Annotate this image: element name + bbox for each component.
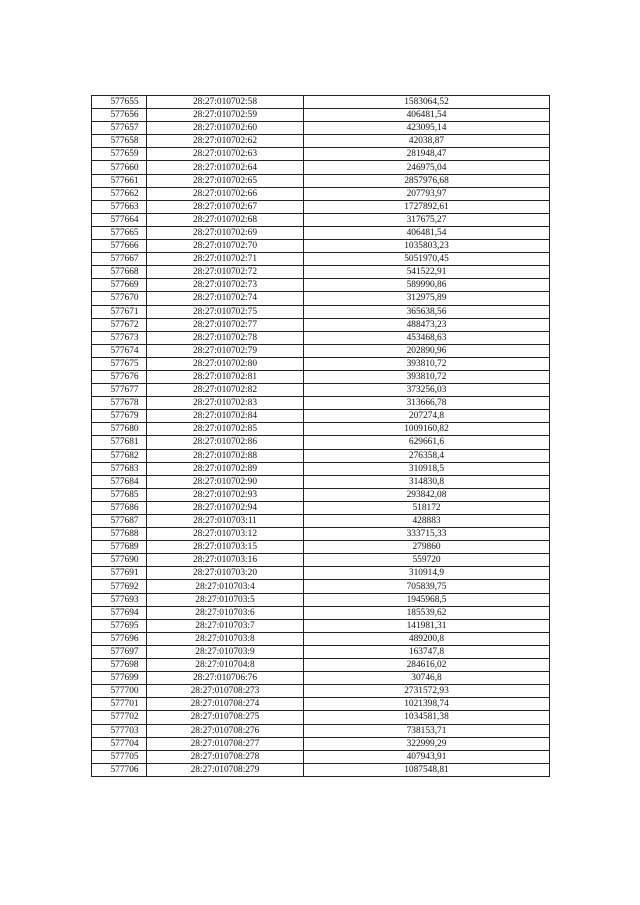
value-cell: 1021398,74	[304, 698, 550, 711]
row-number-cell: 577698	[92, 659, 147, 672]
table-row	[92, 580, 550, 593]
cadastral-number-cell: 28:27:010708:274	[147, 698, 304, 711]
value-cell: 1945968,5	[304, 593, 550, 606]
value-cell: 246975,04	[304, 161, 550, 174]
value-cell: 518172	[304, 501, 550, 514]
table-row	[92, 318, 550, 331]
value-cell: 589990,86	[304, 279, 550, 292]
table-row	[92, 763, 550, 776]
row-number-cell: 577671	[92, 305, 147, 318]
row-number-cell: 577685	[92, 488, 147, 501]
row-number-cell: 577703	[92, 724, 147, 737]
table-row	[92, 593, 550, 606]
row-number-cell: 577687	[92, 515, 147, 528]
value-cell: 406481,54	[304, 109, 550, 122]
table-row	[92, 226, 550, 239]
value-cell: 1009160,82	[304, 423, 550, 436]
value-cell: 322999,29	[304, 737, 550, 750]
table-row	[92, 711, 550, 724]
value-cell: 185539,62	[304, 606, 550, 619]
row-number-cell: 577659	[92, 148, 147, 161]
table-row	[92, 606, 550, 619]
cadastral-number-cell: 28:27:010702:83	[147, 397, 304, 410]
value-cell: 393810,72	[304, 357, 550, 370]
table-row	[92, 632, 550, 645]
cadastral-number-cell: 28:27:010704:8	[147, 659, 304, 672]
value-cell: 279860	[304, 541, 550, 554]
table-row	[92, 331, 550, 344]
cadastral-number-cell: 28:27:010702:90	[147, 475, 304, 488]
table-row	[92, 397, 550, 410]
row-number-cell: 577667	[92, 253, 147, 266]
value-cell: 317675,27	[304, 213, 550, 226]
cadastral-number-cell: 28:27:010702:93	[147, 488, 304, 501]
cadastral-number-cell: 28:27:010703:11	[147, 515, 304, 528]
value-cell: 310918,5	[304, 462, 550, 475]
cadastral-number-cell: 28:27:010702:67	[147, 200, 304, 213]
table-row	[92, 187, 550, 200]
value-cell: 313666,78	[304, 397, 550, 410]
table-row	[92, 161, 550, 174]
cadastral-number-cell: 28:27:010703:15	[147, 541, 304, 554]
cadastral-number-cell: 28:27:010702:77	[147, 318, 304, 331]
row-number-cell: 577657	[92, 122, 147, 135]
value-cell: 423095,14	[304, 122, 550, 135]
cadastral-number-cell: 28:27:010703:7	[147, 619, 304, 632]
row-number-cell: 577682	[92, 449, 147, 462]
value-cell: 489200,8	[304, 632, 550, 645]
cadastral-number-cell: 28:27:010706:76	[147, 672, 304, 685]
value-cell: 559720	[304, 554, 550, 567]
table-row	[92, 370, 550, 383]
table-row	[92, 698, 550, 711]
cadastral-number-cell: 28:27:010702:78	[147, 331, 304, 344]
cadastral-number-cell: 28:27:010702:64	[147, 161, 304, 174]
row-number-cell: 577699	[92, 672, 147, 685]
cadastral-number-cell: 28:27:010702:71	[147, 253, 304, 266]
row-number-cell: 577697	[92, 645, 147, 658]
row-number-cell: 577672	[92, 318, 147, 331]
cadastral-number-cell: 28:27:010702:60	[147, 122, 304, 135]
row-number-cell: 577679	[92, 410, 147, 423]
table-row	[92, 384, 550, 397]
table-row	[92, 567, 550, 580]
cadastral-number-cell: 28:27:010702:82	[147, 384, 304, 397]
row-number-cell: 577681	[92, 436, 147, 449]
value-cell: 738153,71	[304, 724, 550, 737]
row-number-cell: 577702	[92, 711, 147, 724]
cadastral-number-cell: 28:27:010708:273	[147, 685, 304, 698]
cadastral-number-cell: 28:27:010702:84	[147, 410, 304, 423]
cadastral-number-cell: 28:27:010702:59	[147, 109, 304, 122]
value-cell: 1087548,81	[304, 763, 550, 776]
row-number-cell: 577664	[92, 213, 147, 226]
value-cell: 393810,72	[304, 370, 550, 383]
table-row	[92, 750, 550, 763]
value-cell: 2731572,93	[304, 685, 550, 698]
value-cell: 312975,89	[304, 292, 550, 305]
value-cell: 1035803,23	[304, 240, 550, 253]
table-row	[92, 685, 550, 698]
value-cell: 333715,33	[304, 528, 550, 541]
table-row	[92, 528, 550, 541]
row-number-cell: 577694	[92, 606, 147, 619]
table-row	[92, 475, 550, 488]
cadastral-number-cell: 28:27:010703:16	[147, 554, 304, 567]
cadastral-number-cell: 28:27:010703:20	[147, 567, 304, 580]
table-row	[92, 148, 550, 161]
table-row	[92, 423, 550, 436]
table-row	[92, 462, 550, 475]
table-row	[92, 410, 550, 423]
table-row	[92, 554, 550, 567]
cadastral-number-cell: 28:27:010702:58	[147, 96, 304, 109]
row-number-cell: 577658	[92, 135, 147, 148]
row-number-cell: 577701	[92, 698, 147, 711]
row-number-cell: 577666	[92, 240, 147, 253]
cadastral-number-cell: 28:27:010708:277	[147, 737, 304, 750]
cadastral-number-cell: 28:27:010702:68	[147, 213, 304, 226]
row-number-cell: 577705	[92, 750, 147, 763]
table-row	[92, 672, 550, 685]
table-row	[92, 266, 550, 279]
cadastral-number-cell: 28:27:010702:70	[147, 240, 304, 253]
value-cell: 281948,47	[304, 148, 550, 161]
table-row	[92, 501, 550, 514]
value-cell: 293842,08	[304, 488, 550, 501]
value-cell: 2857976,68	[304, 174, 550, 187]
row-number-cell: 577700	[92, 685, 147, 698]
row-number-cell: 577688	[92, 528, 147, 541]
cadastral-number-cell: 28:27:010702:63	[147, 148, 304, 161]
row-number-cell: 577673	[92, 331, 147, 344]
row-number-cell: 577704	[92, 737, 147, 750]
cadastral-number-cell: 28:27:010708:279	[147, 763, 304, 776]
row-number-cell: 577661	[92, 174, 147, 187]
value-cell: 365638,56	[304, 305, 550, 318]
cadastral-number-cell: 28:27:010702:66	[147, 187, 304, 200]
value-cell: 1034581,38	[304, 711, 550, 724]
row-number-cell: 577686	[92, 501, 147, 514]
cadastral-number-cell: 28:27:010703:12	[147, 528, 304, 541]
value-cell: 1727892,61	[304, 200, 550, 213]
table-row	[92, 253, 550, 266]
table-row	[92, 515, 550, 528]
table-row	[92, 436, 550, 449]
cadastral-number-cell: 28:27:010702:94	[147, 501, 304, 514]
cadastral-number-cell: 28:27:010708:276	[147, 724, 304, 737]
value-cell: 42038,87	[304, 135, 550, 148]
table-row	[92, 174, 550, 187]
value-cell: 5051970,45	[304, 253, 550, 266]
row-number-cell: 577662	[92, 187, 147, 200]
cadastral-number-cell: 28:27:010708:278	[147, 750, 304, 763]
row-number-cell: 577668	[92, 266, 147, 279]
value-cell: 207274,8	[304, 410, 550, 423]
row-number-cell: 577684	[92, 475, 147, 488]
value-cell: 705839,75	[304, 580, 550, 593]
row-number-cell: 577695	[92, 619, 147, 632]
cadastral-number-cell: 28:27:010702:81	[147, 370, 304, 383]
row-number-cell: 577670	[92, 292, 147, 305]
value-cell: 407943,91	[304, 750, 550, 763]
row-number-cell: 577683	[92, 462, 147, 475]
table-row	[92, 645, 550, 658]
cadastral-number-cell: 28:27:010708:275	[147, 711, 304, 724]
value-cell: 488473,23	[304, 318, 550, 331]
row-number-cell: 577680	[92, 423, 147, 436]
value-cell: 373256,03	[304, 384, 550, 397]
cadastral-number-cell: 28:27:010703:6	[147, 606, 304, 619]
value-cell: 629661,6	[304, 436, 550, 449]
value-cell: 314830,8	[304, 475, 550, 488]
value-cell: 428883	[304, 515, 550, 528]
row-number-cell: 577690	[92, 554, 147, 567]
value-cell: 207793,97	[304, 187, 550, 200]
cadastral-number-cell: 28:27:010702:80	[147, 357, 304, 370]
table-row	[92, 724, 550, 737]
cadastral-number-cell: 28:27:010702:73	[147, 279, 304, 292]
value-cell: 453468,63	[304, 331, 550, 344]
row-number-cell: 577656	[92, 109, 147, 122]
row-number-cell: 577706	[92, 763, 147, 776]
value-cell: 276358,4	[304, 449, 550, 462]
row-number-cell: 577692	[92, 580, 147, 593]
value-cell: 541522,91	[304, 266, 550, 279]
cadastral-value-table	[91, 95, 550, 777]
cadastral-number-cell: 28:27:010702:88	[147, 449, 304, 462]
row-number-cell: 577678	[92, 397, 147, 410]
value-cell: 406481,54	[304, 226, 550, 239]
table-row	[92, 737, 550, 750]
value-cell: 141981,31	[304, 619, 550, 632]
table-row	[92, 357, 550, 370]
cadastral-number-cell: 28:27:010702:86	[147, 436, 304, 449]
table-row	[92, 122, 550, 135]
table-row	[92, 213, 550, 226]
table-row	[92, 292, 550, 305]
table-row	[92, 344, 550, 357]
table-row	[92, 240, 550, 253]
table-row	[92, 96, 550, 109]
table-body	[92, 96, 550, 777]
row-number-cell: 577669	[92, 279, 147, 292]
table-row	[92, 449, 550, 462]
cadastral-number-cell: 28:27:010702:69	[147, 226, 304, 239]
cadastral-number-cell: 28:27:010703:4	[147, 580, 304, 593]
table-row	[92, 619, 550, 632]
value-cell: 284616,02	[304, 659, 550, 672]
row-number-cell: 577676	[92, 370, 147, 383]
row-number-cell: 577655	[92, 96, 147, 109]
cadastral-number-cell: 28:27:010703:5	[147, 593, 304, 606]
row-number-cell: 577691	[92, 567, 147, 580]
row-number-cell: 577665	[92, 226, 147, 239]
value-cell: 202890,96	[304, 344, 550, 357]
cadastral-number-cell: 28:27:010702:85	[147, 423, 304, 436]
table-row	[92, 659, 550, 672]
row-number-cell: 577689	[92, 541, 147, 554]
cadastral-number-cell: 28:27:010702:65	[147, 174, 304, 187]
table-row	[92, 279, 550, 292]
table-row	[92, 200, 550, 213]
cadastral-number-cell: 28:27:010702:89	[147, 462, 304, 475]
cadastral-number-cell: 28:27:010702:79	[147, 344, 304, 357]
value-cell: 1583064,52	[304, 96, 550, 109]
table-row	[92, 135, 550, 148]
value-cell: 310914,9	[304, 567, 550, 580]
row-number-cell: 577677	[92, 384, 147, 397]
row-number-cell: 577696	[92, 632, 147, 645]
value-cell: 30746,8	[304, 672, 550, 685]
row-number-cell: 577675	[92, 357, 147, 370]
cadastral-number-cell: 28:27:010703:9	[147, 645, 304, 658]
cadastral-number-cell: 28:27:010702:62	[147, 135, 304, 148]
table-row	[92, 305, 550, 318]
table-row	[92, 109, 550, 122]
cadastral-number-cell: 28:27:010702:75	[147, 305, 304, 318]
value-cell: 163747,8	[304, 645, 550, 658]
row-number-cell: 577693	[92, 593, 147, 606]
row-number-cell: 577674	[92, 344, 147, 357]
row-number-cell: 577660	[92, 161, 147, 174]
cadastral-number-cell: 28:27:010702:72	[147, 266, 304, 279]
table-row	[92, 541, 550, 554]
row-number-cell: 577663	[92, 200, 147, 213]
cadastral-number-cell: 28:27:010702:74	[147, 292, 304, 305]
cadastral-number-cell: 28:27:010703:8	[147, 632, 304, 645]
table-row	[92, 488, 550, 501]
